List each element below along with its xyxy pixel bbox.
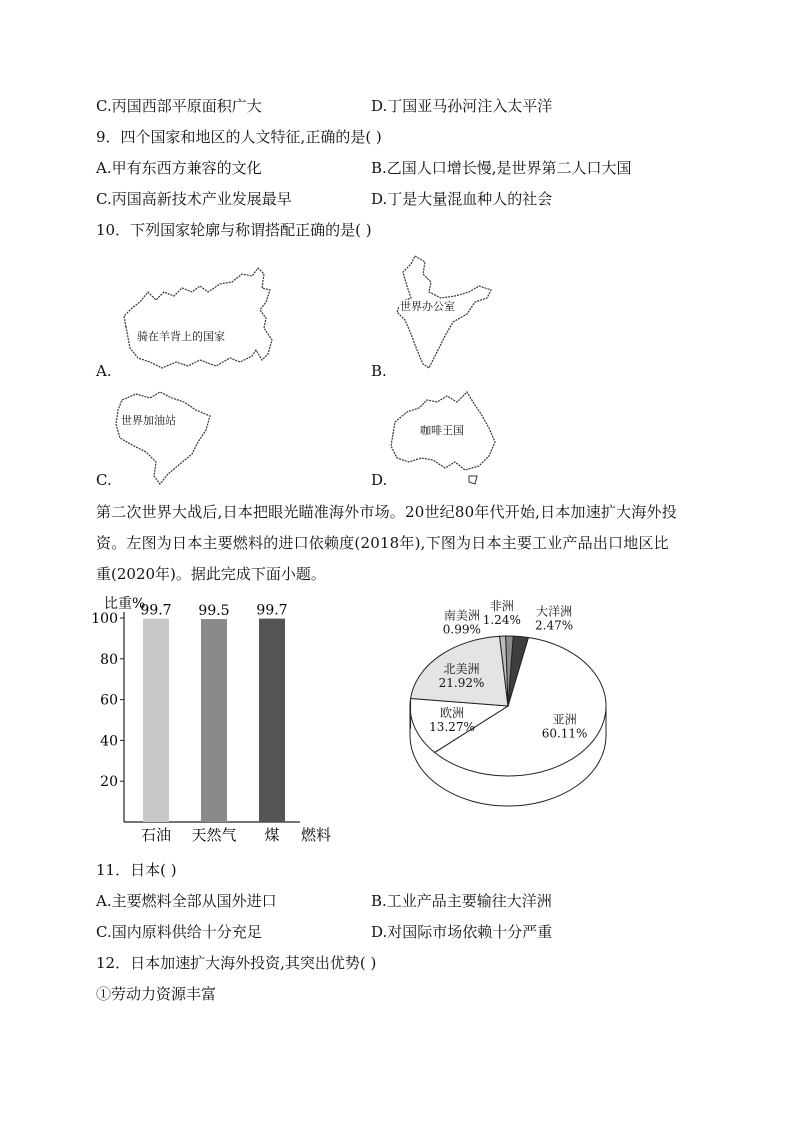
q9-option-a: A.甲有东西方兼容的文化 bbox=[96, 159, 262, 177]
pie-label-大洋洲: 大洋洲 bbox=[536, 604, 573, 619]
pie-label-南美洲: 南美洲 bbox=[443, 608, 480, 623]
q9-option-c: C.丙国高新技术产业发展最早 bbox=[96, 190, 292, 208]
bar-y-tick-label: 100 bbox=[91, 611, 118, 627]
map-c-label: 世界加油站 bbox=[121, 414, 176, 427]
bar-value-label: 99.5 bbox=[198, 603, 230, 620]
q8-option-c: C.丙国西部平原面积广大 bbox=[96, 97, 262, 115]
bar-煤 bbox=[259, 619, 285, 822]
map-option-b bbox=[371, 252, 501, 380]
bar-category-label: 天然气 bbox=[191, 826, 237, 844]
q11-option-b: B.工业产品主要输往大洋洲 bbox=[371, 892, 552, 910]
pie-value-非洲: 1.24% bbox=[482, 613, 521, 628]
map-option-d bbox=[371, 388, 511, 490]
bar-石油 bbox=[143, 619, 169, 822]
pie-label-非洲: 非洲 bbox=[489, 599, 514, 614]
pie-value-北美洲: 21.92% bbox=[438, 675, 485, 690]
map-d-label: 咖啡王国 bbox=[420, 424, 464, 437]
map-a-letter: A. bbox=[96, 362, 112, 380]
brazil-outline bbox=[96, 388, 226, 490]
pie-value-南美洲: 0.99% bbox=[442, 622, 481, 637]
pie-value-亚洲: 60.11% bbox=[541, 726, 588, 741]
pie-value-欧洲: 13.27% bbox=[429, 719, 475, 734]
map-c-letter: C. bbox=[96, 471, 112, 489]
q11-option-a: A.主要燃料全部从国外进口 bbox=[96, 892, 277, 910]
passage-line-1: 第二次世界大战后,日本把眼光瞄准海外市场。20世纪80年代开始,日本加速扩大海外投 bbox=[96, 503, 677, 521]
q9-option-d: D.丁是大量混血种人的社会 bbox=[371, 190, 553, 208]
pie-value-大洋洲: 2.47% bbox=[535, 618, 574, 633]
q10-stem: 10．下列国家轮廓与称谓搭配正确的是( ) bbox=[96, 221, 372, 239]
passage-line-2: 资。左图为日本主要燃料的进口依赖度(2018年),下图为日本主要工业产品出口地区比 bbox=[96, 534, 669, 552]
bar-y-tick-label: 20 bbox=[100, 774, 118, 791]
bar-value-label: 99.7 bbox=[140, 602, 172, 619]
q12-item-1: ①劳动力资源丰富 bbox=[96, 985, 217, 1003]
india-outline bbox=[371, 252, 501, 380]
q9-option-b: B.乙国人口增长慢,是世界第二人口大国 bbox=[371, 159, 632, 177]
q9-stem: 9．四个国家和地区的人文特征,正确的是( ) bbox=[96, 128, 382, 146]
q11-option-d: D.对国际市场依赖十分严重 bbox=[371, 923, 553, 941]
bar-category-label: 煤 bbox=[264, 826, 280, 844]
map-b-letter: B. bbox=[371, 362, 387, 380]
bar-value-label: 99.7 bbox=[256, 602, 288, 619]
pie-label-亚洲: 亚洲 bbox=[552, 712, 577, 727]
export-region-pie-chart bbox=[400, 599, 616, 814]
passage-line-3: 重(2020年)。据此完成下面小题。 bbox=[96, 565, 326, 583]
q11-option-c: C.国内原料供给十分充足 bbox=[96, 923, 262, 941]
bar-天然气 bbox=[201, 619, 227, 822]
q11-stem: 11．日本( ) bbox=[96, 861, 177, 879]
bar-y-tick-label: 80 bbox=[100, 651, 118, 668]
map-option-a bbox=[96, 262, 286, 380]
bar-category-label: 石油 bbox=[140, 826, 172, 844]
bar-y-axis-label: 比重% bbox=[104, 596, 146, 612]
fuel-import-bar-chart bbox=[90, 590, 350, 846]
q12-stem: 12．日本加速扩大海外投资,其突出优势( ) bbox=[96, 954, 377, 972]
russia-outline bbox=[96, 262, 286, 380]
map-a-label: 骑在羊背上的国家 bbox=[137, 330, 225, 343]
map-option-c bbox=[96, 388, 226, 490]
bar-y-tick-label: 40 bbox=[100, 733, 118, 750]
pie-label-北美洲: 北美洲 bbox=[443, 661, 480, 676]
q8-option-d: D.丁国亚马孙河注入太平洋 bbox=[371, 97, 553, 115]
map-b-label: 世界办公室 bbox=[400, 300, 455, 313]
map-d-letter: D. bbox=[371, 471, 388, 489]
australia-outline bbox=[371, 388, 511, 490]
pie-label-欧洲: 欧洲 bbox=[439, 705, 464, 720]
bar-x-axis-label: 燃料 bbox=[300, 826, 332, 844]
bar-y-tick-label: 60 bbox=[100, 692, 118, 709]
